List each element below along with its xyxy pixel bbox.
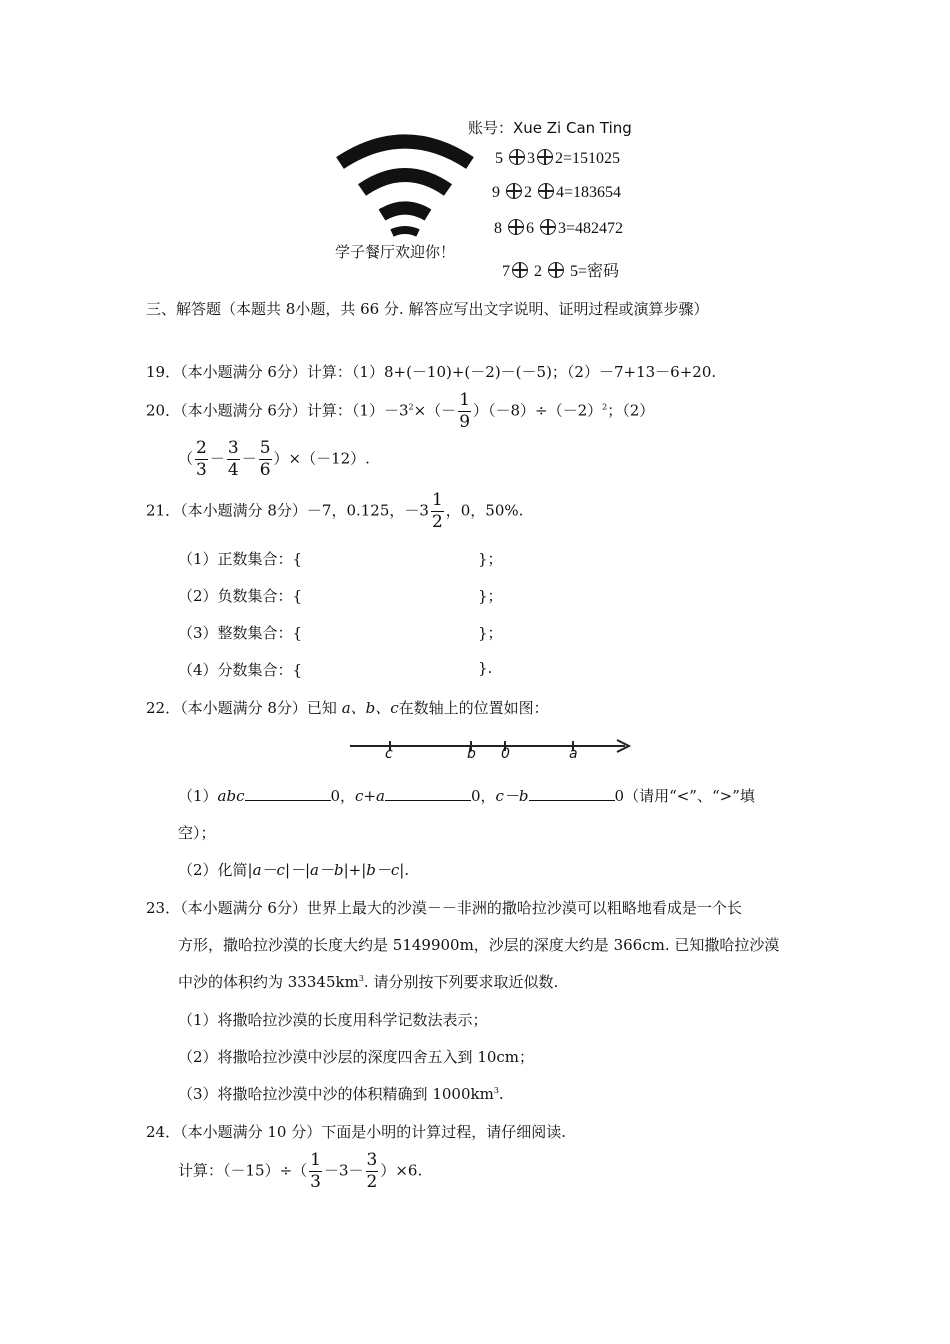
axis-label-a: a — [569, 746, 578, 762]
set-positive: （1）正数集合：{ — [178, 550, 303, 568]
question-24: 24．（本小题满分 10 分）下面是小明的计算过程，请仔细阅读. — [146, 1123, 566, 1141]
section-title: 三、解答题（本题共 8小题，共 66 分. 解答应写出文字说明、证明过程或演算步骤） — [146, 300, 709, 318]
set-positive-end: }； — [478, 550, 503, 568]
circled-plus-icon — [506, 183, 522, 199]
question-20-line2: （ $\frac{2}{3}$ － $\frac{3}{4}$ － $\frac{5}{6}$ ）×（－12）. — [178, 438, 370, 480]
cipher-eq-2: 9 2 4=183654 — [492, 184, 622, 201]
set-integer-end: }； — [478, 624, 503, 642]
circled-plus-icon — [509, 149, 525, 165]
wifi-icon — [330, 125, 490, 245]
cipher-eq-4: 7 2 5=密码 — [502, 263, 620, 280]
question-23-line3: 中沙的体积约为 $33345km^3$. 请分别按下列要求取近似数. — [178, 973, 559, 991]
circled-plus-icon — [538, 183, 554, 199]
wifi-account: 账号：Xue Zi Can Ting — [468, 119, 632, 137]
number-line — [345, 732, 635, 766]
fraction: $\frac{2}{3}$ — [196, 438, 207, 480]
question-23-line2: 方形，撒哈拉沙漠的长度大约是 5149900m，沙层的深度大约是 366cm. 已知撒哈拉沙漠 — [178, 936, 780, 954]
fraction: $\frac{1}{3}$ — [310, 1150, 321, 1192]
circled-plus-icon — [508, 219, 524, 235]
circled-plus-icon — [537, 149, 553, 165]
question-23-sub3: （3）将撒哈拉沙漠中沙的体积精确到 $1000km^3$. — [178, 1085, 504, 1103]
fraction: $\frac{1}{2}$ — [431, 490, 443, 532]
question-23-line1: 23．（本小题满分 6分）世界上最大的沙漠－－非洲的撒哈拉沙漠可以粗略地看成是一个长 — [146, 899, 742, 917]
axis-label-zero: 0 — [501, 746, 510, 762]
question-22-part1-cont: 空）； — [178, 824, 216, 842]
circled-plus-icon — [540, 219, 556, 235]
cipher-eq-1: 5 3 2=151025 — [495, 150, 621, 167]
set-integer: （3）整数集合：{ — [178, 624, 303, 642]
set-fraction: （4）分数集合：{ — [178, 661, 303, 679]
fraction: $\frac{3}{2}$ — [366, 1150, 378, 1192]
wifi-password-image — [330, 115, 650, 290]
circled-plus-icon — [548, 262, 564, 278]
question-23-sub2: （2）将撒哈拉沙漠中沙层的深度四舍五入到 10cm； — [178, 1048, 535, 1066]
set-negative-end: }； — [478, 587, 503, 605]
wifi-caption: 学子餐厅欢迎你！ — [335, 243, 456, 261]
circled-plus-icon — [512, 262, 528, 278]
fraction: $\frac{3}{4}$ — [227, 438, 239, 480]
question-23-sub1: （1）将撒哈拉沙漠的长度用科学记数法表示； — [178, 1011, 488, 1029]
question-22-part2: （2）化简|a－c|－|a－b|+|b－c|. — [178, 861, 410, 879]
axis-label-b: b — [467, 746, 476, 762]
question-22-part1: （1）abc 0，c+a 0，c－b 0（请用“<”、“>”填 — [178, 787, 755, 805]
question-19: 19．（本小题满分 6分）计算：（1）8+(－10)+(－2)－(－5)；（2）－7+13－6+20. — [146, 363, 717, 381]
cipher-eq-3: 8 6 3=482472 — [494, 220, 624, 237]
set-fraction-end: }. — [478, 659, 493, 677]
question-20-line1: 20．（本小题满分 6分）计算：$(1)-3^2\times(-$ $\frac{1}{9}$ ）$(-8)\div(-2)^2$；（2） — [146, 390, 655, 432]
question-22: 22．（本小题满分 8分）已知 a、b、c在数轴上的位置如图： — [146, 699, 549, 717]
fraction: $\frac{5}{6}$ — [259, 438, 271, 480]
axis-label-c: c — [385, 746, 393, 762]
question-24-calc: 计算：（－15）÷（ $\frac{1}{3}$ －3－ $\frac{3}{2}$ ）×6. — [178, 1150, 423, 1192]
set-negative: （2）负数集合：{ — [178, 587, 303, 605]
question-21: 21．（本小题满分 8分）－7，0.125，－3 $\frac{1}{2}$ ，0，50%. — [146, 490, 524, 532]
fraction: $\frac{1}{9}$ — [459, 390, 471, 432]
